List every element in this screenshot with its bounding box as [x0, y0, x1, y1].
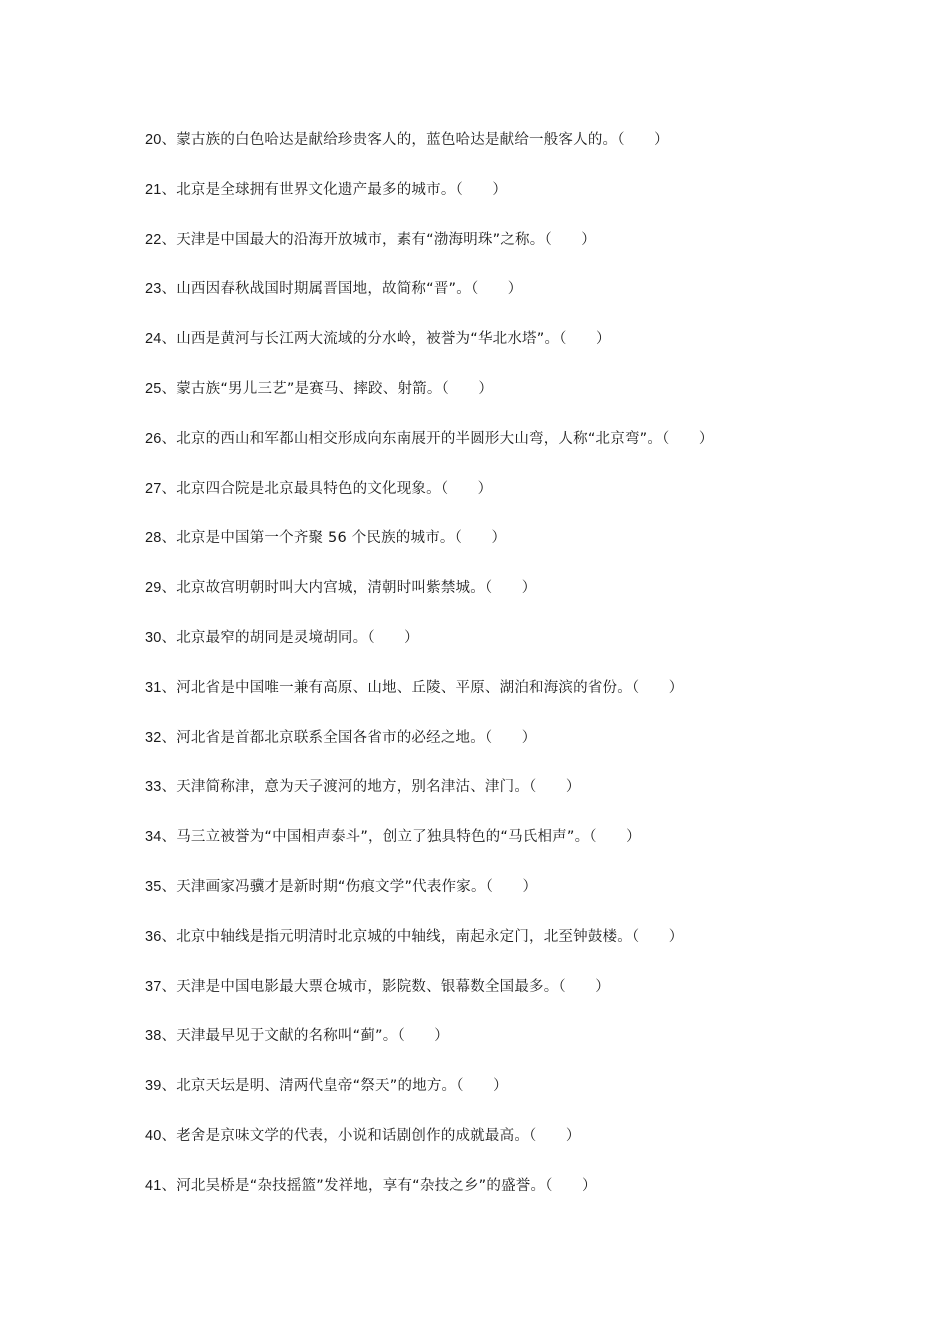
- question-number: 23: [145, 281, 162, 298]
- question-item: [145, 377, 905, 427]
- question-text: 、北京故宫明朝时叫大内宫城，清朝时叫紫禁城。（ ）: [161, 580, 537, 597]
- question-text: 、天津简称津，意为天子渡河的地方，别名津沽、津门。（ ）: [161, 779, 581, 796]
- question-text: 、马三立被誉为“中国相声泰斗”，创立了独具特色的“马氏相声”。（ ）: [161, 829, 641, 846]
- question-text: 、蒙古族“男儿三艺”是赛马、摔跤、射箭。（ ）: [161, 380, 494, 397]
- question-number: 39: [145, 1078, 162, 1095]
- question-text: 、山西因春秋战国时期属晋国地，故简称“晋”。（ ）: [161, 281, 523, 298]
- question-item: [145, 825, 905, 875]
- question-number: 26: [145, 430, 162, 447]
- question-text: 、河北省是中国唯一兼有高原、山地、丘陵、平原、湖泊和海滨的省份。（ ）: [161, 679, 684, 696]
- question-item: [145, 576, 905, 626]
- question-number: 27: [145, 480, 162, 497]
- question-number: 30: [145, 629, 162, 646]
- question-text: 、北京的西山和军都山相交形成向东南展开的半圆形大山弯，人称“北京弯”。（ ）: [161, 430, 714, 447]
- question-item: [145, 726, 905, 776]
- question-item: [145, 875, 905, 925]
- question-number: 33: [145, 779, 162, 796]
- question-text: 、天津画家冯骥才是新时期“伤痕文学”代表作家。（ ）: [161, 878, 538, 895]
- question-item: [145, 526, 905, 576]
- question-text: 、天津最早见于文献的名称叫“蓟”。（ ）: [161, 1028, 450, 1045]
- question-item: [145, 1074, 905, 1124]
- question-text: 、老舍是京味文学的代表，小说和话剧创作的成就最高。（ ）: [161, 1127, 581, 1144]
- question-number: 21: [145, 181, 162, 198]
- question-number: 22: [145, 231, 162, 248]
- question-text: 、蒙古族的白色哈达是献给珍贵客人的，蓝色哈达是献给一般客人的。（ ）: [161, 132, 669, 148]
- question-number: 38: [145, 1028, 162, 1045]
- question-item: [145, 228, 905, 278]
- question-item: [145, 477, 905, 527]
- question-text: 、天津是中国电影最大票仓城市，影院数、银幕数全国最多。（ ）: [161, 978, 610, 995]
- question-item: [145, 775, 905, 825]
- question-number: 28: [145, 530, 162, 547]
- question-text: 、北京是中国第一个齐聚 56 个民族的城市。（ ）: [161, 530, 507, 547]
- question-item: [145, 975, 905, 1025]
- question-number: 36: [145, 928, 162, 945]
- question-number: 40: [145, 1127, 162, 1144]
- question-number: 35: [145, 878, 162, 895]
- question-item: [145, 327, 905, 377]
- question-number: 41: [145, 1177, 162, 1194]
- question-item: [145, 925, 905, 975]
- question-item: [145, 1174, 905, 1224]
- question-item: [145, 427, 905, 477]
- question-item: [145, 1124, 905, 1174]
- question-list: [145, 128, 905, 1224]
- question-text: 、北京中轴线是指元明清时北京城的中轴线，南起永定门，北至钟鼓楼。（ ）: [161, 928, 684, 945]
- question-item: [145, 626, 905, 676]
- question-number: 25: [145, 380, 162, 397]
- question-text: 、北京最窄的胡同是灵境胡同。（ ）: [161, 629, 419, 646]
- question-number: 29: [145, 580, 162, 597]
- question-item: [145, 676, 905, 726]
- question-number: 32: [145, 729, 162, 746]
- question-number: 37: [145, 978, 162, 995]
- question-text: 、天津是中国最大的沿海开放城市，素有“渤海明珠”之称。（ ）: [161, 231, 597, 248]
- question-text: 、河北省是首都北京联系全国各省市的必经之地。（ ）: [161, 729, 537, 746]
- question-text: 、河北吴桥是“杂技摇篮”发祥地，享有“杂技之乡”的盛誉。（ ）: [161, 1177, 597, 1194]
- question-number: 31: [145, 679, 162, 696]
- question-item: [145, 178, 905, 228]
- question-number: 24: [145, 331, 162, 348]
- question-item: [145, 277, 905, 327]
- question-text: 、北京四合院是北京最具特色的文化现象。（ ）: [161, 480, 493, 497]
- question-text: 、北京是全球拥有世界文化遗产最多的城市。（ ）: [161, 181, 508, 198]
- question-number: 20: [145, 132, 162, 148]
- question-number: 34: [145, 829, 162, 846]
- question-text: 、山西是黄河与长江两大流域的分水岭，被誉为“华北水塔”。（ ）: [161, 331, 611, 348]
- question-item: [145, 128, 905, 178]
- question-item: [145, 1024, 905, 1074]
- question-text: 、北京天坛是明、清两代皇帝“祭天”的地方。（ ）: [161, 1078, 508, 1095]
